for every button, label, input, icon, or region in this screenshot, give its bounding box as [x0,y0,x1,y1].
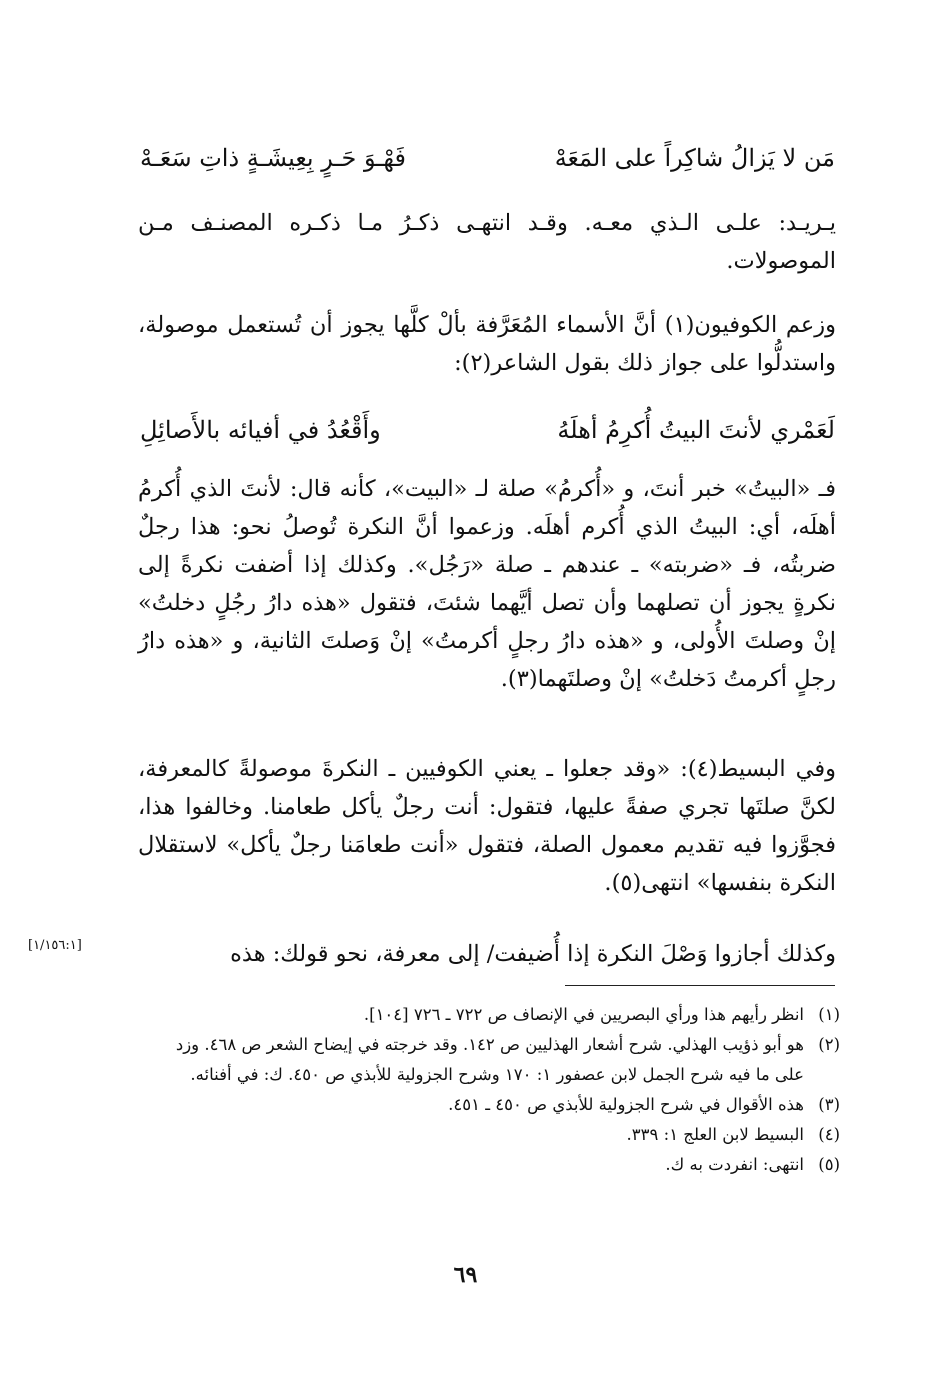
footnote-3 [160,1090,840,1120]
manuscript-margin-reference: [١/١٥٦:١] [28,938,82,953]
footnote-number: (٥) [818,1155,840,1174]
footnote-number: (١) [818,1005,840,1024]
paragraph-2-text: وزعم الكوفيون(١) أنَّ الأسماء المُعَرَّفة بألْ كلَّها يجوز أن تُستعمل موصولة، واستدلُّوا على جواز ذلك بقول الشاعر(٢): [138,312,836,376]
paragraph-4-text: وفي البسيط(٤): «وقد جعلوا ـ يعني الكوفيين ـ النكرةَ موصولةً كالمعرفة، لكنَّ صلتَها تجري صفةً عليها، فتقول: أنت رجلٌ يأكل طعامنا. وخالفوا هذا، فجوَّزوا فيه تقديم معمول الصلة، فتقول «أنت طعامَنا رجلٌ يأكل» لاستقلال النكرة بنفسها» انتهى(٥). [138,756,836,896]
paragraph-5-text: وكذلك أجازوا وَصْلَ النكرة إذا أُضيفت/ إلى معرفة، نحو قولك: هذه [230,941,836,967]
paragraph-1 [138,204,836,280]
verse-2-first-hemistich: لَعَمْري لأنتَ البيتُ أُكرِمُ أهلَهُ [557,416,835,444]
paragraph-2 [138,306,836,382]
page-number: ٦٩ [453,1262,478,1288]
footnote-text: انتهى: انفردت به ك. [665,1155,804,1174]
footnote-2 [160,1030,840,1090]
paragraph-3 [138,470,836,698]
footnote-text: البسيط لابن العلج ١: ٣٣٩. [626,1125,804,1144]
verse-line-1 [140,136,835,180]
footnote-text: انظر رأيهم هذا ورأي البصريين في الإنصاف ص ٧٢٢ ـ ٧٢٦ [١٠٤]. [363,1005,804,1024]
footnote-1 [160,1000,840,1030]
footnote-5 [160,1150,840,1180]
footnote-number: (٤) [818,1125,840,1144]
footnote-number: (٢) [818,1035,840,1054]
verse-1-first-hemistich: مَن لا يَزالُ شاكِراً على المَعَهْ [554,144,835,172]
verse-line-2 [140,408,835,452]
footnote-text: هو أبو ذؤيب الهذلي. شرح أشعار الهذليين ص ١٤٢. وقد خرجته في إيضاح الشعر ص ٤٦٨. وزد على ما فيه شرح الجمل لابن عصفور ١: ١٧٠ وشرح الجزولية للأبذي ص ٤٥٠. ك: في أفنائه. [175,1035,804,1084]
footnote-text: هذه الأقوال في شرح الجزولية للأبذي ص ٤٥٠ ـ ٤٥١. [448,1095,804,1114]
verse-1-second-hemistich: فَهْـوَ حَـرٍ بِعِيشَـةٍ ذاتِ سَعَـهْ [140,144,406,172]
paragraph-5 [138,935,836,973]
footnotes [160,1000,840,1180]
footnote-separator [565,985,835,986]
footnote-number: (٣) [818,1095,840,1114]
paragraph-1-text: يـريـد: علـى الـذي معـه. وقـد انتهـى ذكـرُ مـا ذكـره المصنـف مـن الموصولات. [138,210,836,274]
paragraph-3-text: فـ «البيتُ» خبر أنتَ، و «أُكرمُ» صلة لـ «البيت»، كأنه قال: لأنتَ الذي أُكرمُ أهلَه، أي: البيتُ الذي أُكرم أهلَه. وزعموا أنَّ النكرة تُوصلُ نحو: هذا رجلٌ ضربتُه، فـ «ضربته» ـ عندهم ـ صلة «رَجُل». وكذلك إذا أضفت نكرةً إلى نكرةٍ يجوز أن تصلهما وأن تصل أيَّهما شئتَ، فتقول «هذه دارُ رجُلٍ دخلتُ» إنْ وصلتَ الأُولى، و «هذه دارُ رجلٍ أكرمتُ» إنْ وَصلتَ الثانية، و «هذه دارُ رجلٍ أكرمتُ دَخلتُ» إنْ وصلتَهما(٣). [138,476,836,692]
paragraph-4 [138,750,836,902]
verse-2-second-hemistich: وأَقْعُدُ في أفيائه بالأَصائِلِ [140,416,381,444]
footnote-4 [160,1120,840,1150]
